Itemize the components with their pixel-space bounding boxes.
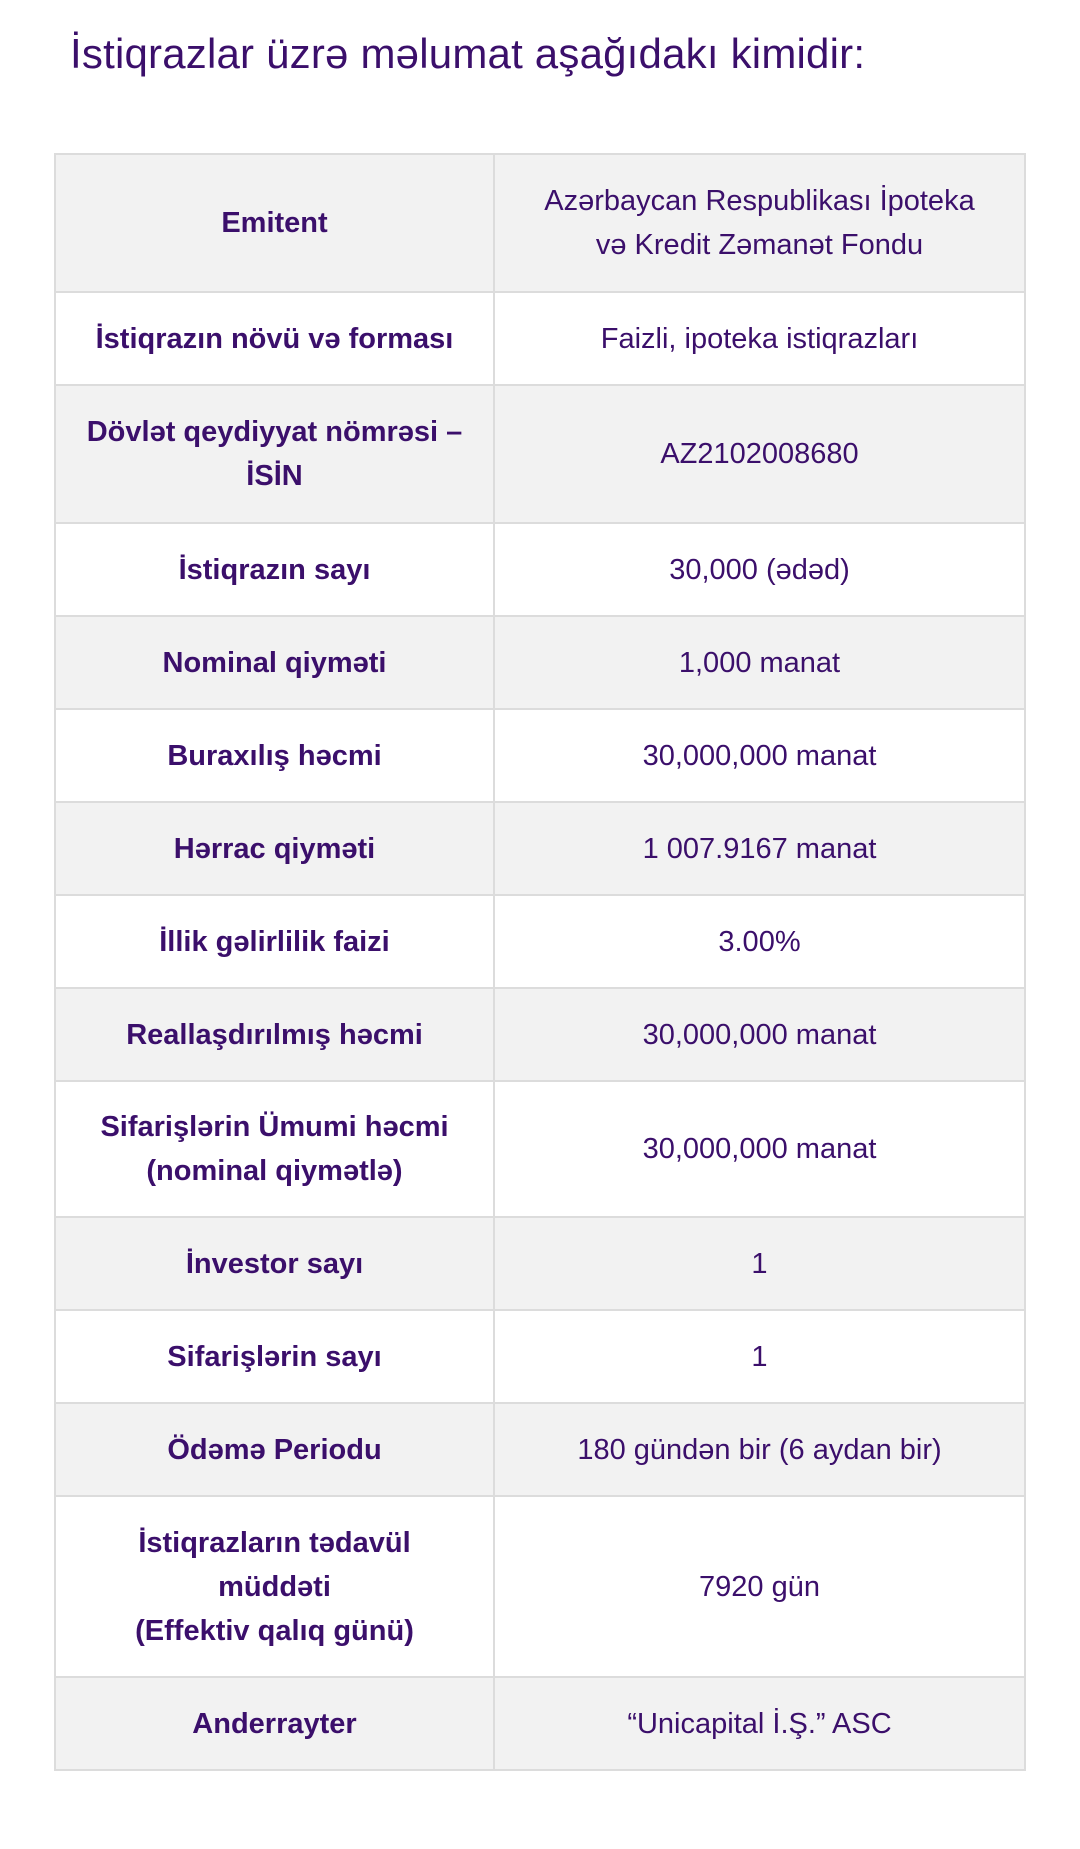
row-label: Hərrac qiyməti [55,802,494,895]
row-label: Emitent [55,154,494,292]
row-label: İllik gəlirlilik faizi [55,895,494,988]
row-value: AZ2102008680 [494,385,1025,523]
table-row [55,1081,1025,1217]
table-row [55,1677,1025,1770]
row-label: Reallaşdırılmış həcmi [55,988,494,1081]
row-label: Sifarişlərin Ümumi həcmi (nominal qiymətlə) [55,1081,494,1217]
row-value: 30,000 (ədəd) [494,523,1025,616]
row-value: 1 [494,1217,1025,1310]
row-value: “Unicapital İ.Ş.” ASC [494,1677,1025,1770]
table-row [55,988,1025,1081]
row-value: Faizli, ipoteka istiqrazları [494,292,1025,385]
row-label: İnvestor sayı [55,1217,494,1310]
row-value: Azərbaycan Respublikası İpoteka və Kredit Zəmanət Fondu [494,154,1025,292]
table-row [55,154,1025,292]
row-label: Dövlət qeydiyyat nömrəsi – İSİN [55,385,494,523]
table-row [55,1403,1025,1496]
row-value: 30,000,000 manat [494,1081,1025,1217]
row-value: 1,000 manat [494,616,1025,709]
table-row [55,1310,1025,1403]
table-row [55,385,1025,523]
row-value: 30,000,000 manat [494,988,1025,1081]
row-value: 1 [494,1310,1025,1403]
page-heading: İstiqrazlar üzrə məlumat aşağıdakı kimidir: [70,30,866,77]
row-label: Nominal qiyməti [55,616,494,709]
table-row [55,709,1025,802]
row-label: İstiqrazların tədavül müddəti (Effektiv qalıq günü) [55,1496,494,1677]
table-row [55,523,1025,616]
row-value: 3.00% [494,895,1025,988]
row-label: Anderrayter [55,1677,494,1770]
row-label: İstiqrazın növü və forması [55,292,494,385]
row-value: 1 007.9167 manat [494,802,1025,895]
row-label: Sifarişlərin sayı [55,1310,494,1403]
row-label: Ödəmə Periodu [55,1403,494,1496]
table-row [55,895,1025,988]
row-label: İstiqrazın sayı [55,523,494,616]
row-value: 7920 gün [494,1496,1025,1677]
row-label: Buraxılış həcmi [55,709,494,802]
row-value: 180 gündən bir (6 aydan bir) [494,1403,1025,1496]
table-row [55,616,1025,709]
table-row [55,1217,1025,1310]
row-value: 30,000,000 manat [494,709,1025,802]
table-row [55,1496,1025,1677]
table-row [55,292,1025,385]
bond-info-table [54,153,1026,1771]
table-row [55,802,1025,895]
